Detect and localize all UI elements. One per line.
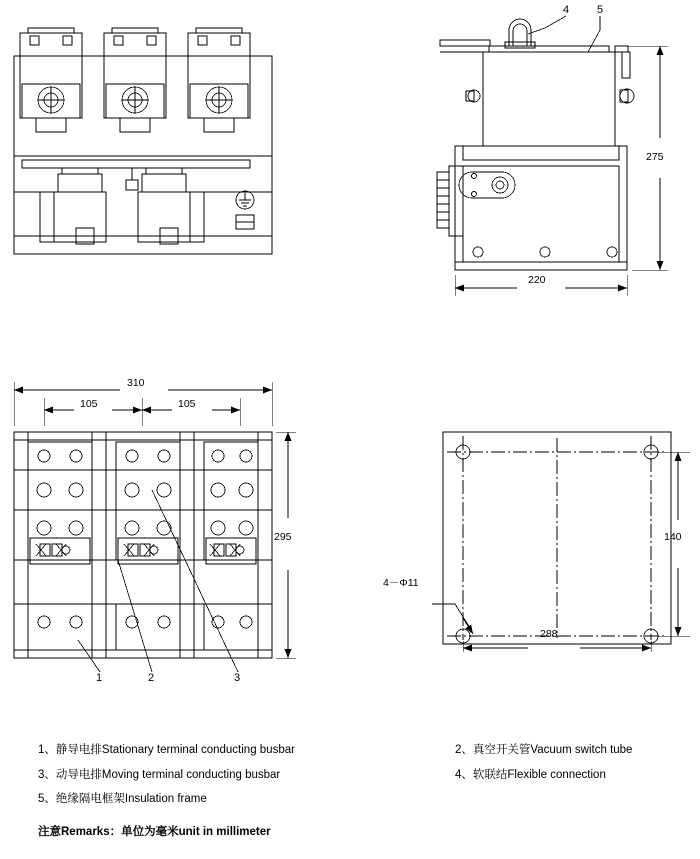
callout-1: 1 [96,672,103,684]
dim-side-width: 220 [528,274,546,286]
callout-5: 5 [597,4,604,16]
dim-top-span-left: 105 [80,398,98,410]
front-view-geometry [14,28,272,254]
legend-item-4: 4、软联结Flexible connection [455,768,606,781]
side-view-callout-leaders [528,16,600,52]
callout-2: 2 [148,672,155,684]
dim-mount-vertical: 140 [664,531,682,543]
legend-column-right [455,742,695,791]
side-view-dimensions [455,46,668,296]
dim-top-span-right: 105 [178,398,196,410]
mounting-view-centerlines [447,436,667,640]
dim-side-height: 275 [646,151,664,163]
callout-4: 4 [563,4,570,16]
dim-hole-spec: 4－Φ11 [383,577,419,589]
legend-item-3: 3、动导电排Moving terminal conducting busbar [38,768,281,781]
dim-mount-horizontal: 288 [540,628,558,640]
top-view-geometry [14,432,272,672]
side-view-geometry [437,19,634,270]
dim-top-height: 295 [274,531,292,543]
legend-item-5: 5、绝缘隔电框架Insulation frame [38,793,207,806]
callout-3: 3 [234,672,241,684]
legend-item-2: 2、真空开关管Vacuum switch tube [455,744,633,756]
top-view-dimensions [14,382,296,658]
legend-column-left [38,742,368,816]
remarks-note: 注意Remarks：单位为毫米unit in millimeter [38,826,271,838]
legend-item-1: 1、静导电排Stationary terminal conducting busbar [38,744,295,756]
dim-top-overall-width: 310 [127,377,145,389]
